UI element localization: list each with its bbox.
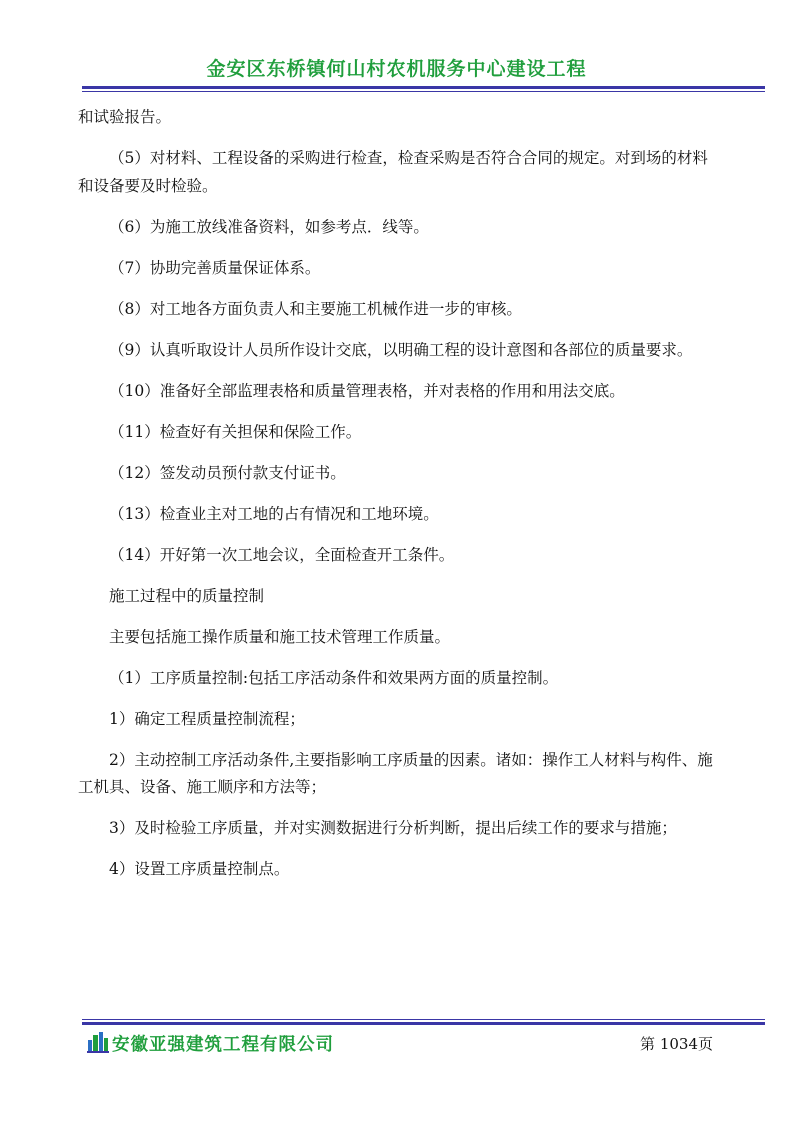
body-paragraph: （14）开好第一次工地会议，全面检查开工条件。 bbox=[109, 545, 455, 564]
body-paragraph: （6）为施工放线准备资料，如参考点．线等。 bbox=[109, 217, 429, 236]
body-paragraph: 主要包括施工操作质量和施工技术管理工作质量。 bbox=[109, 627, 451, 646]
footer-company-name: 安徽亚强建筑工程有限公司 bbox=[112, 1035, 334, 1055]
footer-rule-thick bbox=[82, 1022, 765, 1025]
body-paragraph: 1）确定工程质量控制流程； bbox=[109, 709, 305, 728]
footer-page-number: 第 1034页 bbox=[640, 1035, 713, 1053]
body-paragraph: （9）认真听取设计人员所作设计交底，以明确工程的设计意图和各部位的质量要求。 bbox=[109, 340, 693, 359]
body-paragraph: （11）检查好有关担保和保险工作。 bbox=[109, 422, 362, 441]
body-paragraph: （10）准备好全部监理表格和质量管理表格，并对表格的作用和用法交底。 bbox=[109, 381, 625, 400]
body-paragraph: （8）对工地各方面负责人和主要施工机械作进一步的审核。 bbox=[109, 299, 522, 318]
header-rule-thin bbox=[82, 91, 765, 92]
header-title: 金安区东桥镇何山村农机服务中心建设工程 bbox=[206, 58, 587, 80]
body-paragraph: （13）检查业主对工地的占有情况和工地环境。 bbox=[109, 504, 439, 523]
body-paragraph: 施工过程中的质量控制 bbox=[109, 586, 265, 605]
body-paragraph: 和试验报告。 bbox=[78, 108, 172, 126]
body-paragraph: 2）主动控制工序活动条件,主要指影响工序质量的因素。诸如：操作工人材料与构件、施工机具、设备、施工顺序和方法等； bbox=[78, 750, 713, 796]
building-logo-icon bbox=[87, 1031, 109, 1053]
body-paragraph: （5）对材料、工程设备的采购进行检查，检查采购是否符合合同的规定。对到场的材料和设备要及时检验。 bbox=[78, 149, 708, 195]
footer-rule-thin bbox=[82, 1019, 765, 1020]
body-paragraph: （1）工序质量控制:包括工序活动条件和效果两方面的质量控制。 bbox=[109, 668, 559, 687]
document-body bbox=[78, 104, 718, 884]
header-rule-thick bbox=[82, 86, 765, 89]
body-paragraph: 4）设置工序质量控制点。 bbox=[109, 860, 290, 878]
body-paragraph: 3）及时检验工序质量，并对实测数据进行分析判断，提出后续工作的要求与措施； bbox=[109, 819, 677, 837]
body-paragraph: （7）协助完善质量保证体系。 bbox=[109, 258, 321, 277]
body-paragraph: （12）签发动员预付款支付证书。 bbox=[109, 463, 346, 482]
